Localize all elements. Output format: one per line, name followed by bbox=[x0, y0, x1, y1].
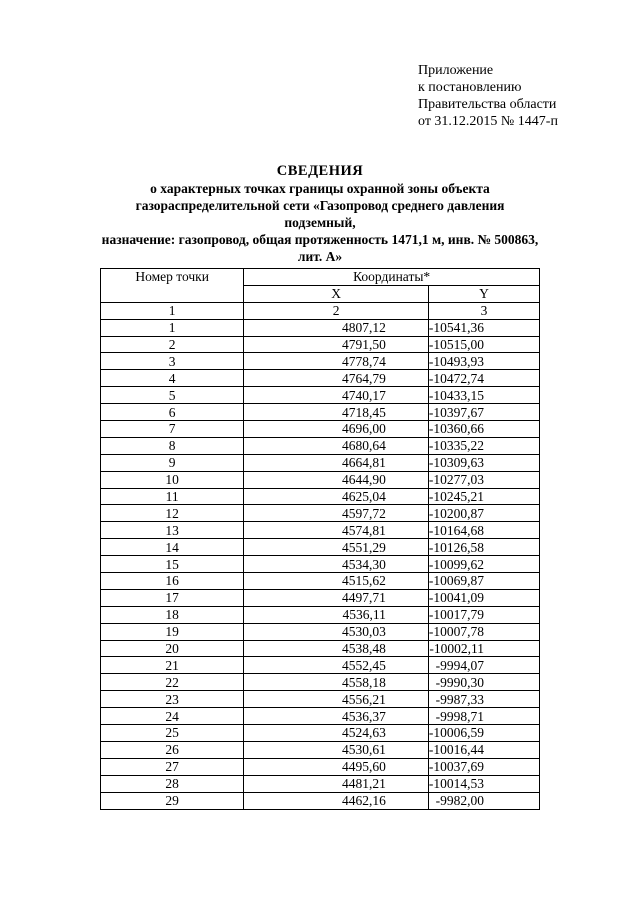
y-coordinate-cell: -10309,63 bbox=[428, 454, 539, 471]
y-coordinate-cell: -10515,00 bbox=[428, 336, 539, 353]
x-coordinate-cell: 4536,11 bbox=[244, 606, 429, 623]
table-row bbox=[101, 741, 540, 758]
x-coordinate-cell: 4680,64 bbox=[244, 437, 429, 454]
table-row bbox=[101, 556, 540, 573]
point-number-cell: 2 bbox=[101, 336, 244, 353]
y-coordinate-cell: -10200,87 bbox=[428, 505, 539, 522]
y-coordinate-cell: -10037,69 bbox=[428, 758, 539, 775]
table-row bbox=[101, 454, 540, 471]
table-row bbox=[101, 471, 540, 488]
x-coordinate-cell: 4558,18 bbox=[244, 674, 429, 691]
y-coordinate-cell: -9990,30 bbox=[428, 674, 539, 691]
table-row bbox=[101, 674, 540, 691]
y-coordinate-cell: -10493,93 bbox=[428, 353, 539, 370]
appendix-block bbox=[418, 62, 558, 130]
x-coordinate-cell: 4597,72 bbox=[244, 505, 429, 522]
x-coordinate-cell: 4497,71 bbox=[244, 589, 429, 606]
x-coordinate-cell: 4718,45 bbox=[244, 404, 429, 421]
point-number-cell: 19 bbox=[101, 623, 244, 640]
x-coordinate-cell: 4740,17 bbox=[244, 387, 429, 404]
header-y: Y bbox=[428, 285, 539, 302]
document-title: СВЕДЕНИЯ bbox=[276, 163, 364, 179]
y-coordinate-cell: -10041,09 bbox=[428, 589, 539, 606]
point-number-cell: 9 bbox=[101, 454, 244, 471]
table-row bbox=[101, 573, 540, 590]
appendix-line: Правительства области bbox=[418, 97, 557, 112]
header-coordinates: Координаты* bbox=[244, 269, 540, 286]
point-number-cell: 17 bbox=[101, 589, 244, 606]
point-number-cell: 14 bbox=[101, 539, 244, 556]
table-row bbox=[101, 657, 540, 674]
appendix-line: Приложение bbox=[418, 63, 494, 78]
table-row bbox=[101, 775, 540, 792]
point-number-cell: 11 bbox=[101, 488, 244, 505]
x-coordinate-cell: 4481,21 bbox=[244, 775, 429, 792]
x-coordinate-cell: 4495,60 bbox=[244, 758, 429, 775]
table-row bbox=[101, 336, 540, 353]
point-number-cell: 23 bbox=[101, 691, 244, 708]
y-coordinate-cell: -10014,53 bbox=[428, 775, 539, 792]
point-number-cell: 12 bbox=[101, 505, 244, 522]
x-coordinate-cell: 4644,90 bbox=[244, 471, 429, 488]
table-row bbox=[101, 691, 540, 708]
x-coordinate-cell: 4764,79 bbox=[244, 370, 429, 387]
table-row bbox=[101, 488, 540, 505]
point-number-cell: 28 bbox=[101, 775, 244, 792]
heading-line: газораспределительной сети «Газопровод среднего давления подземный, bbox=[135, 198, 505, 230]
index-cell: 2 bbox=[244, 302, 429, 319]
point-number-cell: 1 bbox=[101, 319, 244, 336]
table-index-row bbox=[101, 302, 540, 319]
point-number-cell: 8 bbox=[101, 437, 244, 454]
table-row bbox=[101, 725, 540, 742]
x-coordinate-cell: 4515,62 bbox=[244, 573, 429, 590]
table-row bbox=[101, 437, 540, 454]
x-coordinate-cell: 4551,29 bbox=[244, 539, 429, 556]
y-coordinate-cell: -10472,74 bbox=[428, 370, 539, 387]
y-coordinate-cell: -10016,44 bbox=[428, 741, 539, 758]
point-number-cell: 24 bbox=[101, 708, 244, 725]
point-number-cell: 26 bbox=[101, 741, 244, 758]
y-coordinate-cell: -10126,58 bbox=[428, 539, 539, 556]
table-row bbox=[101, 522, 540, 539]
coordinates-table bbox=[100, 268, 540, 810]
table-row bbox=[101, 708, 540, 725]
y-coordinate-cell: -9994,07 bbox=[428, 657, 539, 674]
x-coordinate-cell: 4524,63 bbox=[244, 725, 429, 742]
table-row bbox=[101, 589, 540, 606]
index-cell: 1 bbox=[101, 302, 244, 319]
point-number-cell: 4 bbox=[101, 370, 244, 387]
table-row bbox=[101, 640, 540, 657]
x-coordinate-cell: 4625,04 bbox=[244, 488, 429, 505]
y-coordinate-cell: -10007,78 bbox=[428, 623, 539, 640]
table-row bbox=[101, 387, 540, 404]
table-row bbox=[101, 539, 540, 556]
point-number-cell: 27 bbox=[101, 758, 244, 775]
point-number-cell: 10 bbox=[101, 471, 244, 488]
point-number-cell: 7 bbox=[101, 421, 244, 438]
table-row bbox=[101, 623, 540, 640]
header-x: X bbox=[244, 285, 429, 302]
table-row bbox=[101, 758, 540, 775]
table-row bbox=[101, 370, 540, 387]
appendix-line: от 31.12.2015 № 1447-п bbox=[418, 114, 558, 129]
y-coordinate-cell: -10277,03 bbox=[428, 471, 539, 488]
y-coordinate-cell: -9987,33 bbox=[428, 691, 539, 708]
y-coordinate-cell: -10017,79 bbox=[428, 606, 539, 623]
x-coordinate-cell: 4664,81 bbox=[244, 454, 429, 471]
table-header-row bbox=[101, 269, 540, 286]
y-coordinate-cell: -10245,21 bbox=[428, 488, 539, 505]
y-coordinate-cell: -10164,68 bbox=[428, 522, 539, 539]
x-coordinate-cell: 4552,45 bbox=[244, 657, 429, 674]
table-row bbox=[101, 404, 540, 421]
document-heading bbox=[100, 162, 540, 265]
y-coordinate-cell: -10006,59 bbox=[428, 725, 539, 742]
y-coordinate-cell: -10002,11 bbox=[428, 640, 539, 657]
point-number-cell: 16 bbox=[101, 573, 244, 590]
x-coordinate-cell: 4530,03 bbox=[244, 623, 429, 640]
heading-line: о характерных точках границы охранной зоны объекта bbox=[150, 181, 490, 196]
x-coordinate-cell: 4536,37 bbox=[244, 708, 429, 725]
y-coordinate-cell: -10099,62 bbox=[428, 556, 539, 573]
table-row bbox=[101, 421, 540, 438]
y-coordinate-cell: -10397,67 bbox=[428, 404, 539, 421]
x-coordinate-cell: 4791,50 bbox=[244, 336, 429, 353]
table-row bbox=[101, 353, 540, 370]
x-coordinate-cell: 4530,61 bbox=[244, 741, 429, 758]
point-number-cell: 3 bbox=[101, 353, 244, 370]
y-coordinate-cell: -9982,00 bbox=[428, 792, 539, 809]
table-row bbox=[101, 606, 540, 623]
heading-line: назначение: газопровод, общая протяженность 1471,1 м, инв. № 500863, bbox=[101, 232, 539, 247]
table-row bbox=[101, 792, 540, 809]
point-number-cell: 25 bbox=[101, 725, 244, 742]
y-coordinate-cell: -10360,66 bbox=[428, 421, 539, 438]
table-row bbox=[101, 319, 540, 336]
x-coordinate-cell: 4534,30 bbox=[244, 556, 429, 573]
index-cell: 3 bbox=[428, 302, 539, 319]
x-coordinate-cell: 4696,00 bbox=[244, 421, 429, 438]
x-coordinate-cell: 4574,81 bbox=[244, 522, 429, 539]
point-number-cell: 29 bbox=[101, 792, 244, 809]
heading-line: лит. А» bbox=[297, 249, 343, 264]
point-number-cell: 20 bbox=[101, 640, 244, 657]
point-number-cell: 15 bbox=[101, 556, 244, 573]
x-coordinate-cell: 4462,16 bbox=[244, 792, 429, 809]
point-number-cell: 6 bbox=[101, 404, 244, 421]
y-coordinate-cell: -10069,87 bbox=[428, 573, 539, 590]
point-number-cell: 13 bbox=[101, 522, 244, 539]
y-coordinate-cell: -9998,71 bbox=[428, 708, 539, 725]
x-coordinate-cell: 4807,12 bbox=[244, 319, 429, 336]
x-coordinate-cell: 4778,74 bbox=[244, 353, 429, 370]
x-coordinate-cell: 4556,21 bbox=[244, 691, 429, 708]
point-number-cell: 22 bbox=[101, 674, 244, 691]
x-coordinate-cell: 4538,48 bbox=[244, 640, 429, 657]
appendix-line: к постановлению bbox=[418, 80, 522, 95]
header-point-number: Номер точки bbox=[101, 269, 244, 303]
table-row bbox=[101, 505, 540, 522]
point-number-cell: 21 bbox=[101, 657, 244, 674]
point-number-cell: 18 bbox=[101, 606, 244, 623]
y-coordinate-cell: -10433,15 bbox=[428, 387, 539, 404]
y-coordinate-cell: -10541,36 bbox=[428, 319, 539, 336]
y-coordinate-cell: -10335,22 bbox=[428, 437, 539, 454]
point-number-cell: 5 bbox=[101, 387, 244, 404]
